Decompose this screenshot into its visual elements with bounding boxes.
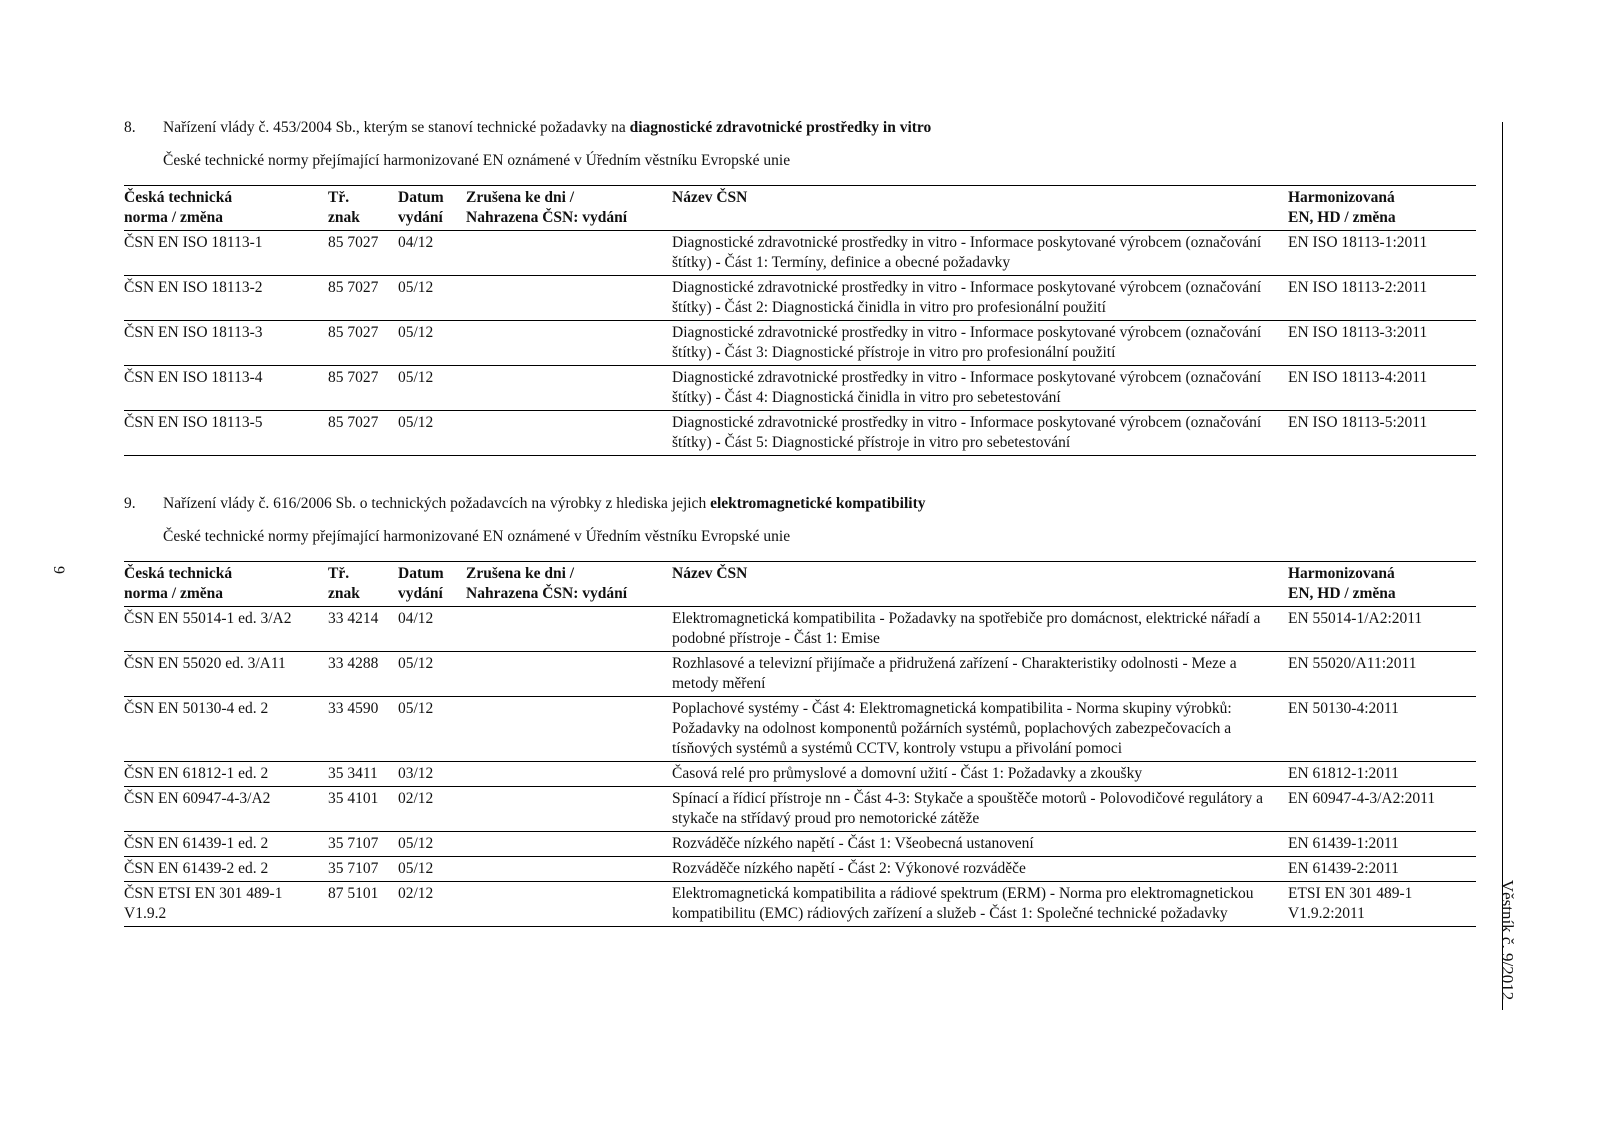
table-row (124, 652, 1476, 697)
standards-table (124, 185, 1476, 456)
col-date-header: Datum vydání (398, 565, 444, 602)
name-cell: Elektromagnetická kompatibilita a rádiové spektrum (ERM) - Norma pro elektromagnetickou kompatibilitu (EMC) rádiových zařízení a služeb - Část 1: Společné technické požadavky (672, 885, 1254, 922)
date-cell: 05/12 (398, 655, 434, 672)
table-row (124, 857, 1476, 882)
page-number: 9 (50, 566, 67, 574)
journal-issue: Věstník č. 9/2012 (1498, 879, 1517, 1001)
date-cell: 05/12 (398, 324, 434, 341)
class-cell: 85 7027 (328, 414, 379, 431)
table-row (124, 321, 1476, 366)
table-row (124, 787, 1476, 832)
col-date-header: Datum vydání (398, 189, 444, 226)
norm-cell: ČSN EN 61439-2 ed. 2 (124, 860, 269, 877)
col-class-header: Tř. znak (328, 189, 360, 226)
col-norm-header: Česká technická norma / změna (124, 565, 233, 602)
date-cell: 02/12 (398, 790, 434, 807)
table-row (124, 832, 1476, 857)
table-row (124, 697, 1476, 762)
date-cell: 05/12 (398, 414, 434, 431)
section-heading (124, 118, 1476, 138)
harm-cell: EN 61439-2:2011 (1288, 860, 1399, 877)
col-class-header: Tř. znak (328, 565, 360, 602)
harm-cell: EN ISO 18113-1:2011 (1288, 234, 1428, 251)
class-cell: 87 5101 (328, 885, 379, 902)
table-header-row (124, 186, 1476, 231)
name-cell: Diagnostické zdravotnické prostředky in vitro - Informace poskytované výrobcem (označování štítky) - Část 4: Diagnostická činidla in vitro pro sebetestování (672, 369, 1262, 406)
replaced-cell (466, 321, 672, 366)
class-cell: 85 7027 (328, 279, 379, 296)
col-name-header: Název ČSN (672, 189, 748, 206)
norm-cell: ČSN EN ISO 18113-1 (124, 234, 263, 251)
harm-cell: EN 50130-4:2011 (1288, 700, 1399, 717)
section-subtitle: České technické normy přejímající harmonizované EN oznámené v Úředním věstníku Evropské unie (163, 152, 791, 169)
replaced-cell (466, 762, 672, 787)
replaced-cell (466, 857, 672, 882)
table-row (124, 762, 1476, 787)
replaced-cell (466, 882, 672, 927)
norm-cell: ČSN EN ISO 18113-4 (124, 369, 263, 386)
harm-cell: EN 61812-1:2011 (1288, 765, 1399, 782)
harm-cell: EN ISO 18113-3:2011 (1288, 324, 1428, 341)
section-title: Nařízení vlády č. 616/2006 Sb. o technických požadavcích na výrobky z hlediska jejich elektromagnetické kompatibility (163, 495, 926, 512)
class-cell: 35 7107 (328, 835, 379, 852)
harm-cell: ETSI EN 301 489-1 V1.9.2:2011 (1288, 885, 1413, 922)
name-cell: Diagnostické zdravotnické prostředky in vitro - Informace poskytované výrobcem (označování štítky) - Část 3: Diagnostické přístroje in vitro pro profesionální použití (672, 324, 1262, 361)
replaced-cell (466, 787, 672, 832)
date-cell: 05/12 (398, 279, 434, 296)
norm-cell: ČSN EN 55020 ed. 3/A11 (124, 655, 286, 672)
class-cell: 35 7107 (328, 860, 379, 877)
name-cell: Rozváděče nízkého napětí - Část 1: Všeobecná ustanovení (672, 835, 1034, 852)
harm-cell: EN ISO 18113-2:2011 (1288, 279, 1428, 296)
name-cell: Diagnostické zdravotnické prostředky in vitro - Informace poskytované výrobcem (označování štítky) - Část 5: Diagnostické přístroje in vitro pro sebetestování (672, 414, 1262, 451)
replaced-cell (466, 697, 672, 762)
name-cell: Poplachové systémy - Část 4: Elektromagnetická kompatibilita - Norma skupiny výrobků: Požadavky na odolnost komponentů požárních systémů, poplachových zabezpečovacích a tísňových systémů a systémů CCTV, kontroly vstupu a přivolání pomoci (672, 700, 1232, 757)
norm-cell: ČSN EN ISO 18113-3 (124, 324, 263, 341)
harm-cell: EN 60947-4-3/A2:2011 (1288, 790, 1436, 807)
name-cell: Časová relé pro průmyslové a domovní užití - Část 1: Požadavky a zkoušky (672, 765, 1143, 782)
name-cell: Diagnostické zdravotnické prostředky in vitro - Informace poskytované výrobcem (označování štítky) - Část 1: Termíny, definice a obecné požadavky (672, 234, 1262, 271)
standards-table (124, 561, 1476, 927)
date-cell: 05/12 (398, 860, 434, 877)
class-cell: 85 7027 (328, 324, 379, 341)
name-cell: Diagnostické zdravotnické prostředky in vitro - Informace poskytované výrobcem (označování štítky) - Část 2: Diagnostická činidla in vitro pro profesionální použití (672, 279, 1262, 316)
section-9 (124, 494, 1476, 927)
col-harm-header: Harmonizovaná EN, HD / změna (1288, 565, 1396, 602)
col-harm-header: Harmonizovaná EN, HD / změna (1288, 189, 1396, 226)
table-row (124, 276, 1476, 321)
harm-cell: EN 55020/A11:2011 (1288, 655, 1417, 672)
replaced-cell (466, 411, 672, 456)
class-cell: 35 4101 (328, 790, 379, 807)
date-cell: 05/12 (398, 835, 434, 852)
replaced-cell (466, 366, 672, 411)
class-cell: 33 4288 (328, 655, 379, 672)
norm-cell: ČSN EN 60947-4-3/A2 (124, 790, 271, 807)
harm-cell: EN 55014-1/A2:2011 (1288, 610, 1423, 627)
col-norm-header: Česká technická norma / změna (124, 189, 233, 226)
class-cell: 33 4214 (328, 610, 379, 627)
table-row (124, 411, 1476, 456)
table-header-row (124, 562, 1476, 607)
col-replaced-header: Zrušena ke dni / Nahrazena ČSN: vydání (466, 189, 628, 226)
norm-cell: ČSN EN ISO 18113-2 (124, 279, 263, 296)
section-8 (124, 118, 1476, 456)
replaced-cell (466, 832, 672, 857)
col-replaced-header: Zrušena ke dni / Nahrazena ČSN: vydání (466, 565, 628, 602)
date-cell: 03/12 (398, 765, 434, 782)
section-subtitle: České technické normy přejímající harmonizované EN oznámené v Úředním věstníku Evropské unie (163, 528, 791, 545)
section-heading (124, 494, 1476, 514)
class-cell: 85 7027 (328, 234, 379, 251)
replaced-cell (466, 231, 672, 276)
name-cell: Elektromagnetická kompatibilita - Požadavky na spotřebiče pro domácnost, elektrické nářadí a podobné přístroje - Část 1: Emise (672, 610, 1261, 647)
norm-cell: ČSN EN 61812-1 ed. 2 (124, 765, 269, 782)
date-cell: 04/12 (398, 234, 434, 251)
section-number: 8. (124, 119, 136, 136)
norm-cell: ČSN EN 55014-1 ed. 3/A2 (124, 610, 292, 627)
name-cell: Rozhlasové a televizní přijímače a přidružená zařízení - Charakteristiky odolnosti - Meze a metody měření (672, 655, 1237, 692)
table-row (124, 607, 1476, 652)
norm-cell: ČSN ETSI EN 301 489-1 V1.9.2 (124, 885, 283, 922)
table-row (124, 231, 1476, 276)
table-row (124, 366, 1476, 411)
section-title: Nařízení vlády č. 453/2004 Sb., kterým se stanoví technické požadavky na diagnostické zdravotnické prostředky in vitro (163, 119, 932, 136)
date-cell: 05/12 (398, 700, 434, 717)
replaced-cell (466, 652, 672, 697)
class-cell: 35 3411 (328, 765, 378, 782)
harm-cell: EN 61439-1:2011 (1288, 835, 1399, 852)
date-cell: 05/12 (398, 369, 434, 386)
name-cell: Rozváděče nízkého napětí - Část 2: Výkonové rozváděče (672, 860, 1026, 877)
harm-cell: EN ISO 18113-4:2011 (1288, 369, 1428, 386)
col-name-header: Název ČSN (672, 565, 748, 582)
norm-cell: ČSN EN 50130-4 ed. 2 (124, 700, 269, 717)
class-cell: 85 7027 (328, 369, 379, 386)
table-row (124, 882, 1476, 927)
date-cell: 02/12 (398, 885, 434, 902)
norm-cell: ČSN EN ISO 18113-5 (124, 414, 263, 431)
section-number: 9. (124, 495, 136, 512)
norm-cell: ČSN EN 61439-1 ed. 2 (124, 835, 269, 852)
replaced-cell (466, 276, 672, 321)
date-cell: 04/12 (398, 610, 434, 627)
replaced-cell (466, 607, 672, 652)
harm-cell: EN ISO 18113-5:2011 (1288, 414, 1428, 431)
name-cell: Spínací a řídicí přístroje nn - Část 4-3: Stykače a spouštěče motorů - Polovodičové regulátory a stykače na střídavý proud pro nemotorické zátěže (672, 790, 1264, 827)
class-cell: 33 4590 (328, 700, 379, 717)
